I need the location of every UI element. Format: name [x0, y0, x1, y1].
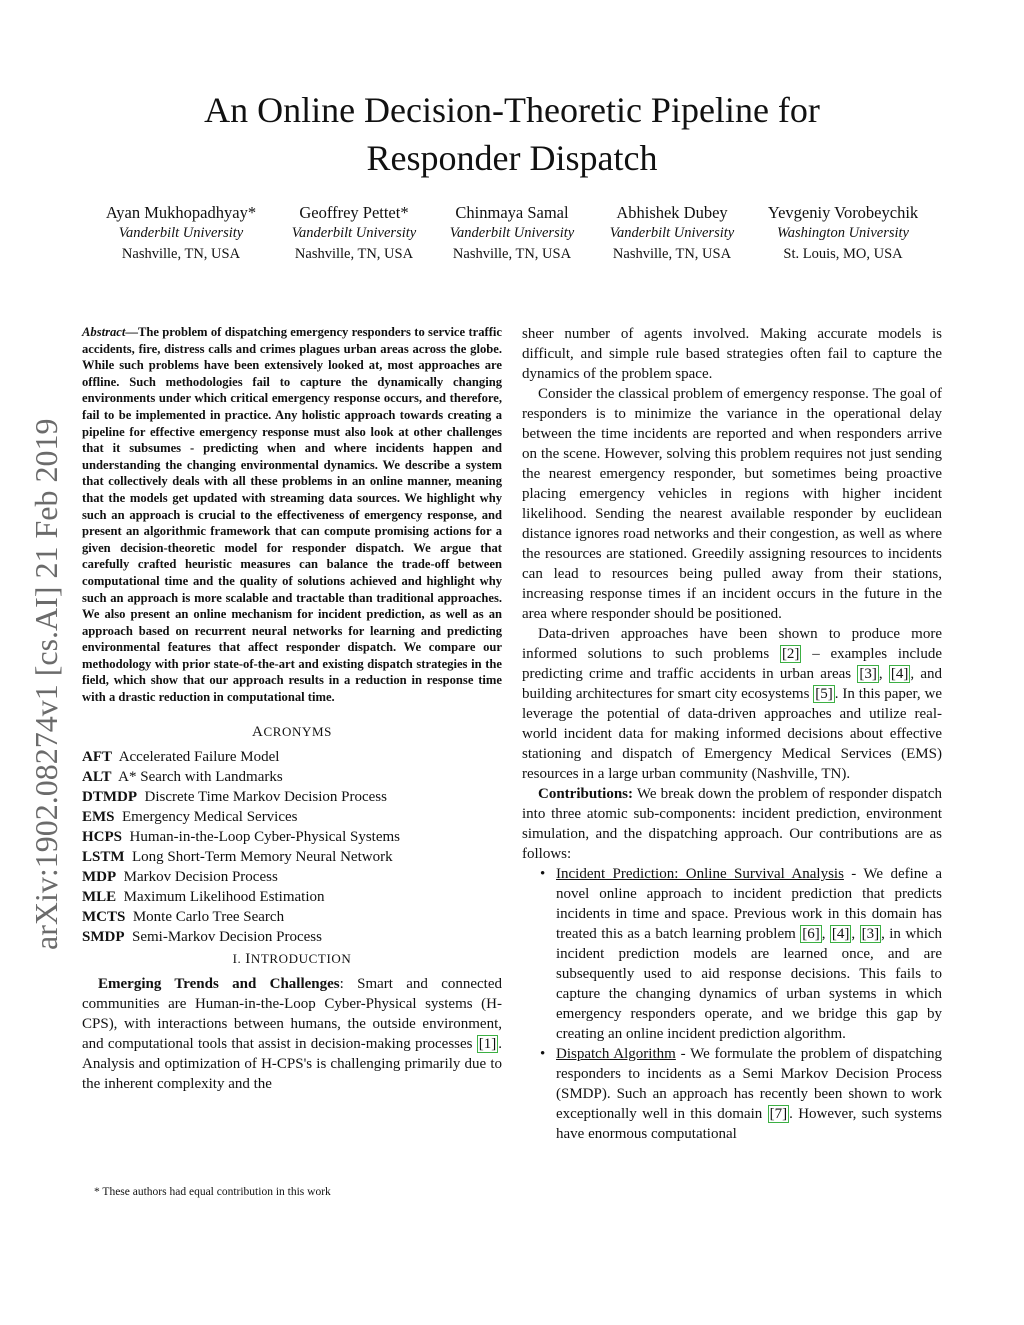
paper-title: [80, 86, 944, 182]
citation-link[interactable]: [5]: [815, 686, 833, 702]
contributions-paragraph: [522, 784, 942, 864]
acronym-item: [82, 787, 502, 807]
author-affiliation: Washington University: [777, 225, 909, 241]
author-block: [748, 202, 938, 265]
acronym-full: Monte Carlo Tree Search: [132, 908, 285, 925]
title-line-2: Responder Dispatch: [366, 138, 658, 178]
acronym-abbr: SMDP: [82, 928, 125, 945]
acronym-full: Discrete Time Markov Decision Process: [144, 788, 387, 805]
abstract-text: The problem of dispatching emergency responders to service traffic accidents, fire, distress calls and crimes plagues urban areas across the globe. While such problems have been extensively looked at, most approaches are offline. Such methodologies fail to capture the dynamically changing environments under which critical emergency response occurs, and therefore, fail to be implemented in practice. Any holistic approach towards creating a pipeline for effective emergency response must also look at other challenges that it subsumes - predicting when and where incidents happen and understanding the changing environmental dynamics. We describe a system that collectively deals with all these problems in an online manner, meaning that the models get updated with streaming data sources. We highlight why such an approach is crucial to the effectiveness of emergency response, and present an algorithmic framework that can compute promising actions for a given decision-theoretic model for responder dispatch. We argue that carefully crafted heuristic measures can balance the trade-off between computational time and the quality of solutions achieved and highlight why such an approach is more scalable and tractable than traditional approaches. We also present an online mechanism for incident prediction, as well as an approach based on recurrent neural networks for learning and predicting environmental features that affect responder dispatch. We compare our methodology with prior state-of-the-art and existing dispatch strategies in the field, which show that our approach results in a reduction in response time with a drastic reduction in computational time.: [82, 325, 502, 705]
acronym-abbr: MLE: [82, 888, 117, 905]
acronyms-heading: [82, 724, 502, 741]
body-paragraph: Consider the classical problem of emergency response. The goal of responders is to minimize the variance in the operational delay between the time incidents are reported and when responders arrive on the scene. However, solving this problem requires not just sending the nearest emergency responder, but sometimes being proactive placing emergency vehicles in regions with higher incident likelihood. Sending the nearest available responder by euclidean distance ignores road networks and their congestion, as well as where the resources are stationed. Greedily assigning resources to incidents can lead to resources being pulled away from their stations, increasing response times if an incident occurs in the future in the area where responder should be positioned.: [522, 386, 942, 622]
acronym-abbr: LSTM: [82, 848, 125, 865]
acronym-full: Markov Decision Process: [123, 868, 278, 885]
author-affiliation: Vanderbilt University: [118, 225, 244, 241]
acronym-abbr: HCPS: [82, 828, 123, 845]
citation-link[interactable]: [2]: [781, 646, 800, 662]
author-name: Geoffrey Pettet*: [299, 203, 409, 222]
body-text: . However, such systems have enormous computational: [556, 1106, 942, 1142]
citation-link[interactable]: [3]: [861, 926, 880, 942]
contributions-lead: Contributions:: [538, 786, 634, 802]
author-location: St. Louis, MO, USA: [783, 246, 903, 262]
author-name: Yevgeniy Vorobeychik: [767, 203, 919, 222]
intro-heading-initial: I: [245, 950, 251, 967]
intro-text: : Smart and connected communities are Human-in-the-Loop Cyber-Physical systems (H-CPS), with interactions between humans, the outside environment, and computational tools that assist in decision-making processes: [82, 975, 502, 1052]
body-text: ,: [851, 926, 860, 942]
acronym-full: Long Short-Term Memory Neural Network: [132, 848, 393, 865]
author-block: [86, 202, 276, 265]
acronyms-heading-rest: CRONYMS: [263, 723, 332, 739]
body-text: ,: [821, 926, 830, 942]
body-text: . In this paper, we leverage the potential of data-driven approaches and utilize real-world incident data for making informed decisions about effective stationing and dispatch of Emergency Medical Services (EMS) resources in a large urban community (Nashville, TN).: [522, 686, 942, 782]
body-text: , and building architectures for smart city ecosystems: [522, 666, 942, 702]
right-column: [522, 324, 942, 1144]
acronym-list: [82, 747, 502, 947]
author-location: Nashville, TN, USA: [294, 246, 414, 262]
author-name: Chinmaya Samal: [455, 203, 569, 222]
left-column: [82, 324, 502, 1094]
footnote: * These authors had equal contribution in this work: [94, 1186, 331, 1198]
bullet-marker: •: [540, 1046, 546, 1062]
acronyms-heading-initial: A: [252, 723, 264, 740]
body-text: - We define a novel online approach to incident prediction that predicts incidents in time and space. Previous work in this domain has treated this as a batch learning problem: [556, 866, 942, 942]
abstract-dash: —: [125, 325, 138, 339]
body-paragraph: [522, 624, 942, 784]
acronym-full: A* Search with Landmarks: [118, 768, 283, 785]
citation-link[interactable]: [7]: [769, 1106, 788, 1122]
body-paragraph: sheer number of agents involved. Making accurate models is difficult, and simple rule based strategies often fail to capture the dynamics of the problem space.: [522, 326, 942, 382]
acronym-abbr: MCTS: [82, 908, 126, 925]
intro-heading-rest: NTRODUCTION: [250, 950, 352, 966]
acronym-item: [82, 807, 502, 827]
acronym-item: [82, 927, 502, 947]
arxiv-stamp: arXiv:1902.08274v1 [cs.AI] 21 Feb 2019: [28, 418, 64, 950]
body-text: – examples include predicting crime and traffic accidents in urban areas: [522, 646, 943, 682]
title-line-1: An Online Decision-Theoretic Pipeline for: [204, 90, 820, 130]
citation-link[interactable]: [1]: [478, 1035, 497, 1052]
citation-link[interactable]: [4]: [890, 666, 909, 682]
acronym-full: Semi-Markov Decision Process: [132, 928, 322, 945]
bullet-title: Dispatch Algorithm: [556, 1046, 676, 1062]
author-affiliation: Vanderbilt University: [609, 225, 735, 241]
abstract: [82, 324, 502, 706]
acronym-full: Accelerated Failure Model: [118, 748, 280, 765]
contribution-bullet: [522, 1044, 942, 1144]
acronym-full: Emergency Medical Services: [122, 808, 298, 825]
acronym-item: [82, 767, 502, 787]
intro-heading: [82, 951, 502, 968]
author-name: Ayan Mukhopadhyay*: [105, 203, 257, 222]
acronym-abbr: EMS: [82, 808, 115, 825]
author-location: Nashville, TN, USA: [121, 246, 241, 262]
author-affiliation: Vanderbilt University: [449, 225, 575, 241]
intro-lead: Emerging Trends and Challenges: [98, 975, 340, 992]
author-block: [577, 202, 767, 265]
acronym-full: Human-in-the-Loop Cyber-Physical Systems: [129, 828, 401, 845]
body-text: , in which incident prediction models are learned once, and are subsequently used to aid response decisions. This fails to capture the changing dynamics of urban systems in which emergency responders operate, and we bridge this gap by creating an online incident prediction algorithm.: [556, 926, 943, 1042]
author-name: Abhishek Dubey: [616, 203, 728, 222]
acronym-item: [82, 887, 502, 907]
acronym-item: [82, 847, 502, 867]
intro-text: . Analysis and optimization of H-CPS's is challenging primarily due to the inherent complexity and the: [82, 1035, 502, 1092]
citation-link[interactable]: [3]: [859, 666, 877, 682]
body-text: Data-driven approaches have been shown to produce more informed solutions to such problems: [522, 626, 942, 662]
acronym-item: [82, 747, 502, 767]
acronym-item: [82, 867, 502, 887]
body-text: - We formulate the problem of dispatching responders to incidents as a Semi Markov Decision Process (SMDP). Such an approach has recently been shown to work exceptionally well in this domain: [556, 1046, 942, 1122]
acronym-abbr: ALT: [82, 768, 112, 785]
acronym-item: [82, 907, 502, 927]
bullet-marker: •: [540, 866, 546, 882]
body-text: We break down the problem of responder dispatch into three atomic sub-components: incident prediction, environment simulation, and the dispatching approach. Our contributions are as follows:: [522, 786, 942, 862]
author-location: Nashville, TN, USA: [612, 246, 732, 262]
author-affiliation: Vanderbilt University: [291, 225, 417, 241]
acronym-abbr: MDP: [82, 868, 117, 885]
author-location: Nashville, TN, USA: [452, 246, 572, 262]
acronym-item: [82, 827, 502, 847]
acronym-full: Maximum Likelihood Estimation: [123, 888, 325, 905]
contribution-bullet: [522, 864, 942, 1044]
citation-link[interactable]: [4]: [831, 926, 850, 942]
citation-link[interactable]: [6]: [802, 926, 820, 942]
acronym-abbr: AFT: [82, 748, 112, 765]
body-text: ,: [878, 666, 889, 682]
bullet-title: Incident Prediction: Online Survival Analysis: [556, 866, 844, 882]
intro-heading-number: I.: [232, 950, 246, 966]
intro-paragraph: [82, 974, 502, 1094]
abstract-lead: Abstract: [82, 325, 126, 339]
acronym-abbr: DTMDP: [82, 788, 137, 805]
